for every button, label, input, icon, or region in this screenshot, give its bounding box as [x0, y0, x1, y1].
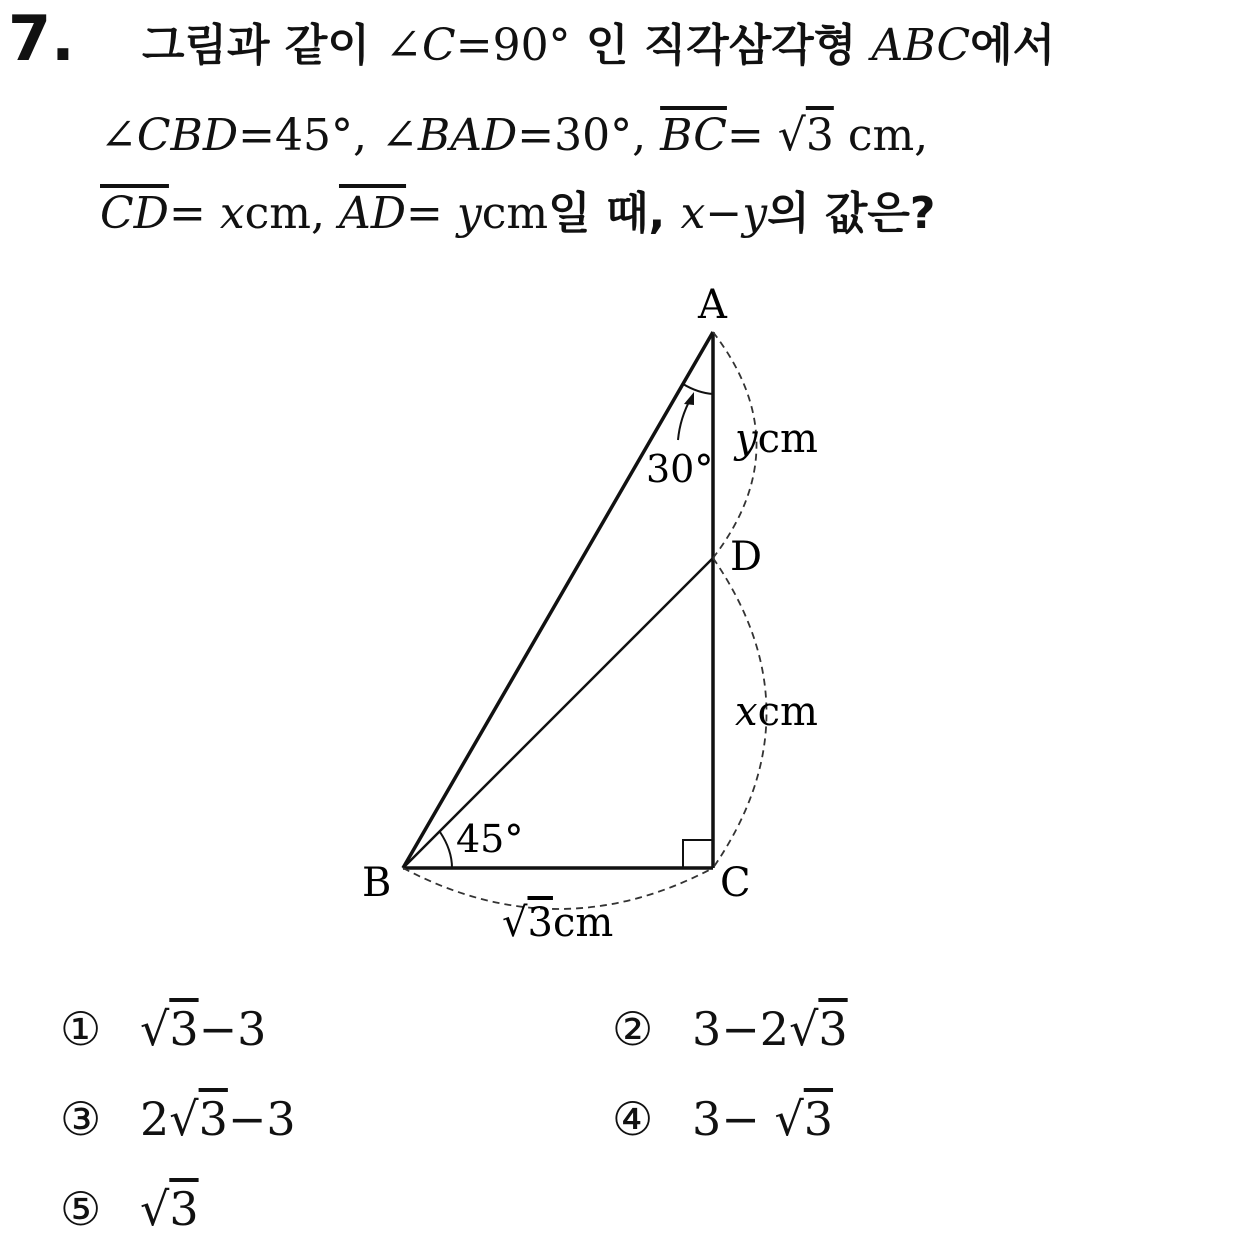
angle-value: =30°,	[517, 110, 647, 161]
minus-sign: −	[705, 188, 743, 239]
choice-post: −3	[198, 1002, 267, 1056]
radicand: 3	[805, 110, 834, 161]
angle-arc-30	[683, 384, 713, 394]
question-text: 에서	[970, 20, 1056, 71]
equals: =	[168, 188, 220, 239]
choice-pre: 2	[140, 1092, 170, 1146]
segment-cd: $\overline{CD}$	[100, 188, 169, 239]
triangle-name: ABC	[871, 20, 971, 71]
angle-symbol: ∠	[381, 110, 418, 161]
choice-number: ⑤	[60, 1182, 102, 1236]
point-c-label: C	[720, 860, 751, 906]
arrow-head	[684, 392, 694, 405]
choice-number: ④	[612, 1092, 654, 1146]
root-symbol: √	[774, 1092, 804, 1146]
angle-symbol: ∠	[100, 110, 137, 161]
var-x: x	[680, 188, 706, 239]
root-symbol: √	[140, 1002, 170, 1056]
choice-5[interactable]	[60, 1182, 199, 1236]
unit: cm	[552, 900, 614, 946]
choice-3[interactable]	[60, 1092, 296, 1146]
angle-cbd: CBD	[136, 110, 239, 161]
label-bc-length	[502, 900, 613, 946]
var-c: C	[422, 20, 456, 71]
root-symbol: √	[140, 1182, 170, 1236]
root-symbol: √	[789, 1002, 819, 1056]
angle-symbol: ∠	[385, 20, 423, 71]
angle-value: =45°,	[238, 110, 367, 161]
question-text: 그림과 같이	[142, 20, 386, 71]
choice-2[interactable]	[612, 1002, 848, 1056]
angle-45-label: 45°	[456, 817, 524, 861]
var-y: y	[735, 416, 758, 462]
choice-4[interactable]	[612, 1092, 833, 1146]
question-text: 의 값은?	[767, 188, 936, 239]
choice-number: ②	[612, 1002, 654, 1056]
segment-bd	[403, 558, 713, 868]
point-a-label: A	[698, 282, 727, 328]
equals-root: = √	[726, 110, 806, 161]
unit: cm	[757, 416, 818, 462]
radicand: 3	[169, 1002, 199, 1056]
side-ab	[403, 332, 713, 868]
var-x: x	[735, 689, 758, 735]
radicand: 3	[803, 1092, 834, 1146]
root-symbol: √	[169, 1092, 199, 1146]
label-xcm	[735, 689, 818, 735]
question-number: 7.	[8, 2, 75, 75]
var-x: x	[219, 188, 245, 239]
radicand: 3	[198, 1092, 228, 1146]
segment-ad: $\overline{AD}$	[338, 188, 407, 239]
radicand: 3	[169, 1182, 199, 1236]
point-d-label: D	[730, 534, 763, 580]
angle-30-label: 30°	[646, 447, 714, 491]
var-y: y	[456, 188, 482, 239]
unit: cm	[481, 188, 549, 239]
radicand: 3	[818, 1002, 848, 1056]
choice-pre: 3−	[692, 1092, 775, 1146]
choice-post: −3	[227, 1092, 296, 1146]
unit: cm	[757, 689, 818, 735]
choice-1[interactable]	[60, 1002, 266, 1056]
unit: cm,	[833, 110, 929, 161]
question-text: 인 직각삼각형	[570, 20, 872, 71]
var-y: y	[742, 188, 768, 239]
question-text: 일 때,	[548, 188, 681, 239]
choice-number: ③	[60, 1092, 102, 1146]
segment-bc: $\overline{BC}$	[660, 110, 727, 161]
choice-pre: 3−2	[692, 1002, 790, 1056]
angle-arc-45	[440, 832, 452, 868]
right-angle-marker	[683, 840, 713, 868]
angle-bad: BAD	[417, 110, 518, 161]
radicand: 3	[527, 900, 553, 946]
label-ycm	[733, 416, 818, 462]
unit: cm,	[244, 188, 339, 239]
equals: =	[406, 188, 457, 239]
angle-value: =90°	[455, 20, 571, 71]
choice-number: ①	[60, 1002, 102, 1056]
root-symbol: √	[502, 900, 528, 946]
point-b-label: B	[362, 860, 392, 906]
